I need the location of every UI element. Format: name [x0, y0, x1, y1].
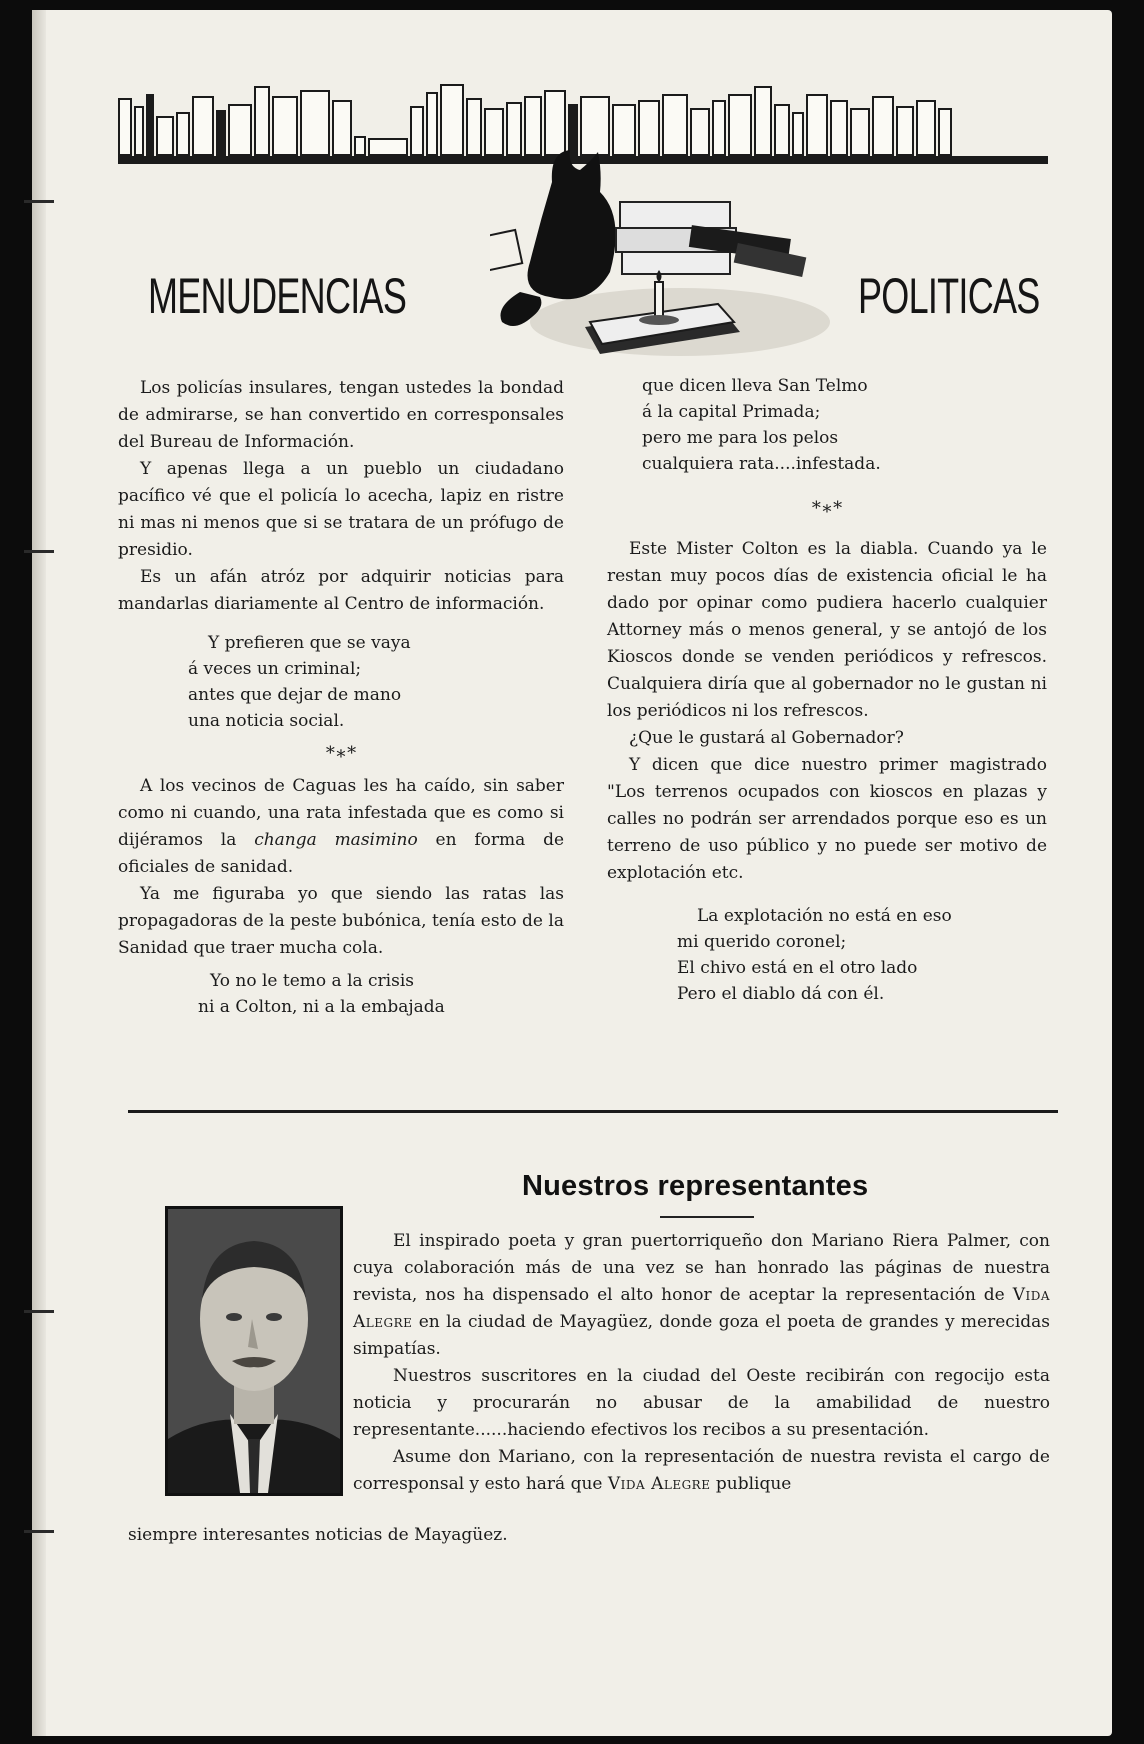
section-separator-asterism: *∗* [325, 743, 357, 764]
paragraph-text: El inspirado poeta y gran puertorriqueño don Mariano Riera Palmer, con cuya colaboración más de una vez se han honrado las páginas de nuestra revista, nos ha dispensado el alto honor de aceptar la representación de [353, 1231, 1050, 1305]
verse-line: Yo no le temo a la crisis [210, 971, 415, 991]
section-separator-asterism: *∗* [811, 498, 843, 519]
magazine-name: Vida Alegre [607, 1474, 711, 1494]
binding-stitch [24, 1530, 54, 1533]
closing-line: siempre interesantes noticias de Mayagüez. [128, 1525, 508, 1545]
paragraph [353, 1228, 1050, 1363]
left-column [118, 375, 564, 1020]
paragraph-text: publique [715, 1474, 792, 1494]
paragraph: ¿Que le gustará al Gobernador? [629, 728, 904, 748]
section-body [353, 1228, 1050, 1498]
portrait-illustration [168, 1209, 340, 1493]
binding-stitch [24, 200, 54, 203]
magazine-name: Vida Alegre [353, 1285, 1051, 1332]
verse-line: ni a Colton, ni a la embajada [198, 997, 445, 1017]
verse-line: cualquiera rata....infestada. [642, 454, 881, 474]
paragraph: Es un afán atróz por adquirir noticias para mandarlas diariamente al Centro de información. [118, 567, 564, 614]
right-column [607, 373, 1047, 1007]
horizontal-rule [128, 1110, 1058, 1113]
paragraph [353, 1444, 1050, 1498]
verse-stanza [642, 373, 1047, 477]
binding-stitch [24, 550, 54, 553]
paragraph [118, 773, 564, 881]
verse-line: á la capital Primada; [642, 402, 821, 422]
paragraph: Este Mister Colton es la diabla. Cuando ya le restan muy pocos días de existencia oficial le ha dado por opinar como pudiera hacerlo cualquier Attorney más o menos general, y se antojó de los Kioscos donde se venden periódicos y refrescos. Cualquiera diría que al gobernador no le gustan ni los periódicos ni los refrescos. [607, 539, 1047, 721]
verse-line: Y prefieren que se vaya [208, 633, 411, 653]
binding-stitch [24, 1310, 54, 1313]
italic-phrase: changa masimino [254, 830, 418, 850]
verse-stanza [677, 903, 1047, 1007]
cat-and-candle-illustration [490, 122, 870, 362]
verse-line: El chivo está en el otro lado [677, 958, 918, 978]
header-title-left: MENUDENCIAS [148, 268, 407, 324]
paragraph: Nuestros suscritores en la ciudad del Oeste recibirán con regocijo esta noticia y procurarán no abusar de la amabilidad de nuestro representante......haciendo efectivos los recibos a su presentación. [353, 1366, 1050, 1440]
header-illustration [88, 62, 1088, 362]
title-underline [660, 1216, 754, 1218]
paragraph-text: Asume don Mariano, con la representación de nuestra revista el cargo de corresponsal y esto hará que [353, 1447, 1050, 1494]
verse-line: antes que dejar de mano [188, 685, 402, 705]
verse-line: que dicen lleva San Telmo [642, 376, 868, 396]
verse-line: á veces un criminal; [188, 659, 362, 679]
verse-line: Pero el diablo dá con él. [677, 984, 885, 1004]
paragraph-text: en forma de oficiales de sanidad. [118, 830, 565, 877]
verse-line: La explotación no está en eso [697, 906, 952, 926]
header-title-right: POLITICAS [858, 268, 1040, 324]
verse-line: mi querido coronel; [677, 932, 847, 952]
section-title: Nuestros representantes [522, 1170, 869, 1202]
verse-stanza [188, 630, 564, 734]
verse-line: pero me para los pelos [642, 428, 839, 448]
portrait-photo [165, 1206, 343, 1496]
page-binding [32, 10, 46, 1736]
paragraph: Y dicen que dice nuestro primer magistrado "Los terrenos ocupados con kioscos en plazas y calles no podrán ser arrendados porque eso es un terreno de uso público y no puede ser motivo de explotación etc. [607, 755, 1047, 883]
paragraph: Ya me figuraba yo que siendo las ratas las propagadoras de la peste bubónica, tenía esto de la Sanidad que traer mucha cola. [118, 884, 564, 958]
paragraph: Y apenas llega a un pueblo un ciudadano pacífico vé que el policía lo acecha, lapiz en ristre ni mas ni menos que si se tratara de un prófugo de presidio. [118, 459, 564, 560]
magazine-page [32, 10, 1112, 1736]
paragraph-text: A los vecinos de Caguas les ha caído, sin saber como ni cuando, una rata infestada que es como si dijéramos la [118, 776, 564, 850]
verse-stanza [198, 968, 564, 1020]
verse-line: una noticia social. [188, 711, 345, 731]
paragraph-text: en la ciudad de Mayagüez, donde goza el poeta de grandes y merecidas simpatías. [353, 1312, 1051, 1359]
paragraph: Los policías insulares, tengan ustedes la bondad de admirarse, se han convertido en corresponsales del Bureau de Información. [118, 378, 564, 452]
